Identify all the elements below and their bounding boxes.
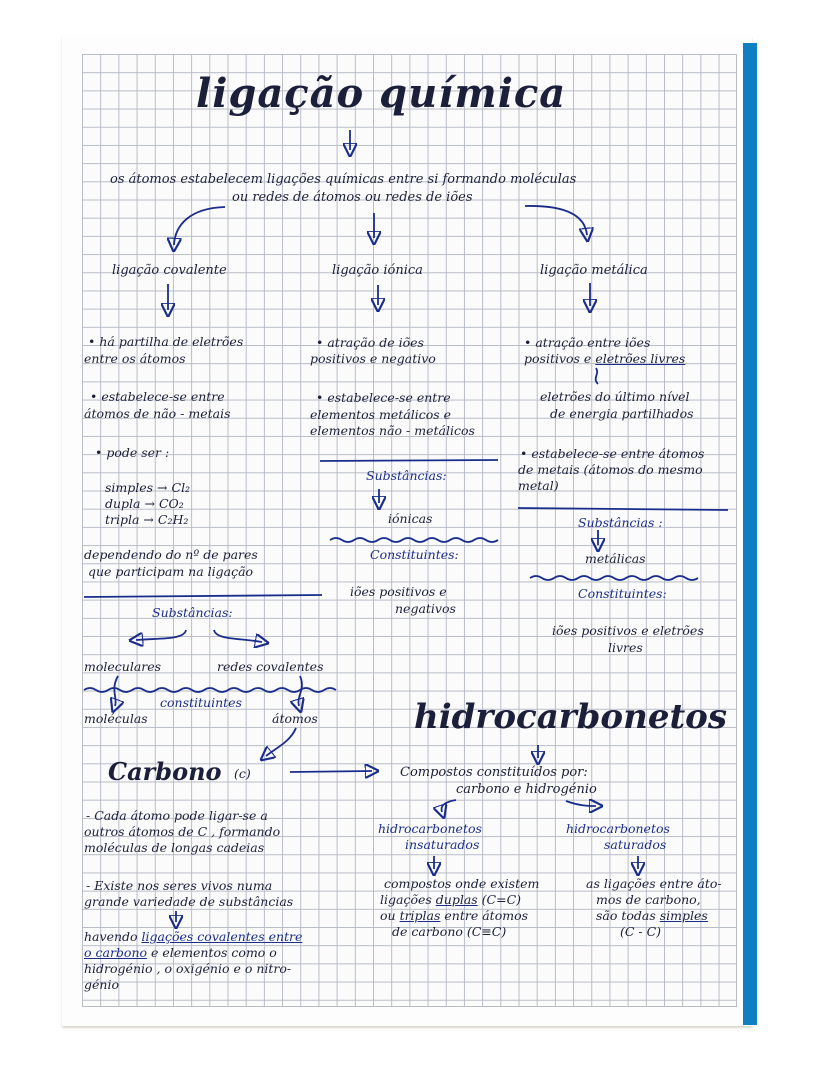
covalente-note-a: dependendo do nº de pares <box>84 547 258 562</box>
covalente-bullet1-b: entre os átomos <box>84 351 186 366</box>
covalente-bullet2-b: átomos de não - metais <box>84 406 231 421</box>
metalica-heading: ligação metálica <box>540 263 648 278</box>
ionica-heading: ligação iónica <box>332 263 423 278</box>
intro-line-2: ou redes de átomos ou redes de iões <box>232 190 473 205</box>
insaturados-label-a: hidrocarbonetos <box>378 821 482 836</box>
ionica-bullet2-c: elementos não - metálicos <box>310 423 475 438</box>
covalente-heading: ligação covalente <box>112 263 227 278</box>
ionica-const-a: iões positivos e <box>350 584 447 599</box>
carbono-point1-c: moléculas de longas cadeias <box>84 840 265 855</box>
metalica-substancias-label: Substâncias : <box>578 515 663 530</box>
covalente-const-moleculas: moléculas <box>84 711 148 726</box>
metalica-bullet1-a: • atração entre iões <box>524 335 651 350</box>
metalica-note-a: eletrões do último nível <box>540 389 690 404</box>
intro-line-1: os átomos estabelecem ligações químicas entre si formando moléculas <box>110 172 577 187</box>
insaturados-desc-d: de carbono (C≡C) <box>392 924 507 939</box>
ionica-bullet1-a: • atração de iões <box>316 335 424 350</box>
hidrocarbonetos-def-b: carbono e hidrogénio <box>456 782 597 797</box>
covalente-bullet2-a: • estabelece-se entre <box>90 389 225 404</box>
saturados-desc-a: as ligações entre áto- <box>586 876 722 891</box>
carbono-conclusion-b: o carbono e elementos como o <box>84 945 277 960</box>
saturados-desc-c: são todas simples <box>596 908 708 923</box>
saturados-desc-d: (C - C) <box>620 924 662 939</box>
metalica-substancias-value: metálicas <box>585 551 646 566</box>
notebook-edge-strip <box>743 43 757 1025</box>
carbono-symbol: (c) <box>234 766 251 781</box>
bond-type-tripla: tripla → C₂H₂ <box>105 512 189 527</box>
metalica-bullet1-b: positivos e eletrões livres <box>524 351 686 366</box>
insaturados-label-b: insaturados <box>405 837 480 852</box>
carbono-heading: Carbono <box>108 757 222 786</box>
carbono-point2-b: grande variedade de substâncias <box>84 894 294 909</box>
carbono-conclusion-c: hidrogénio , o oxigénio e o nitro- <box>84 961 292 976</box>
ionica-substancias-value: iónicas <box>388 511 433 526</box>
metalica-const-a: iões positivos e eletrões <box>552 623 704 638</box>
hidrocarbonetos-def-a: Compostos constituídos por: <box>400 765 588 780</box>
carbono-conclusion-a: havendo ligações covalentes entre <box>84 929 303 944</box>
metalica-constituintes-label: Constituintes: <box>578 586 667 601</box>
saturados-desc-b: mos de carbono, <box>596 892 701 907</box>
ionica-bullet2-b: elementos metálicos e <box>310 407 452 422</box>
page-title: ligação química <box>196 70 567 117</box>
metalica-note-b: de energia partilhados <box>550 406 694 421</box>
covalente-const-atomos: átomos <box>272 711 318 726</box>
carbono-point1-a: - Cada átomo pode ligar-se a <box>86 808 268 823</box>
bond-type-simples: simples → Cl₂ <box>105 480 191 495</box>
covalente-sub-redes: redes covalentes <box>217 659 324 674</box>
ionica-bullet2-a: • estabelece-se entre <box>316 390 451 405</box>
ionica-bullet1-b: positivos e negativo <box>310 351 436 366</box>
insaturados-desc-c: ou triplas entre átomos <box>380 908 529 923</box>
ionica-substancias-label: Substâncias: <box>366 468 447 483</box>
carbono-conclusion-d: génio <box>84 977 119 992</box>
saturados-label-b: saturados <box>604 837 667 852</box>
ionica-const-b: negativos <box>395 601 456 616</box>
carbono-point1-b: outros átomos de C , formando <box>84 824 281 839</box>
insaturados-desc-b: ligações duplas (C=C) <box>380 892 522 907</box>
saturados-label-a: hidrocarbonetos <box>566 821 670 836</box>
metalica-const-b: livres <box>608 640 643 655</box>
insaturados-desc-a: compostos onde existem <box>384 876 540 891</box>
bond-type-dupla: dupla → CO₂ <box>105 496 184 511</box>
ionica-constituintes-label: Constituintes: <box>370 547 459 562</box>
covalente-bullet1-a: • há partilha de eletrões <box>88 334 244 349</box>
covalente-constituintes-label: constituintes <box>160 695 242 710</box>
hidrocarbonetos-heading: hidrocarbonetos <box>414 697 727 737</box>
covalente-bullet3: • pode ser : <box>95 445 170 460</box>
covalente-note-b: que participam na ligação <box>88 564 254 579</box>
carbono-point2-a: - Existe nos seres vivos numa <box>86 878 273 893</box>
metalica-bullet2-a: • estabelece-se entre átomos <box>520 446 705 461</box>
covalente-sub-moleculares: moleculares <box>84 659 162 674</box>
metalica-bullet2-c: metal) <box>518 478 559 493</box>
metalica-bullet2-b: de metais (átomos do mesmo <box>518 462 703 477</box>
covalente-substancias-label: Substâncias: <box>152 605 233 620</box>
